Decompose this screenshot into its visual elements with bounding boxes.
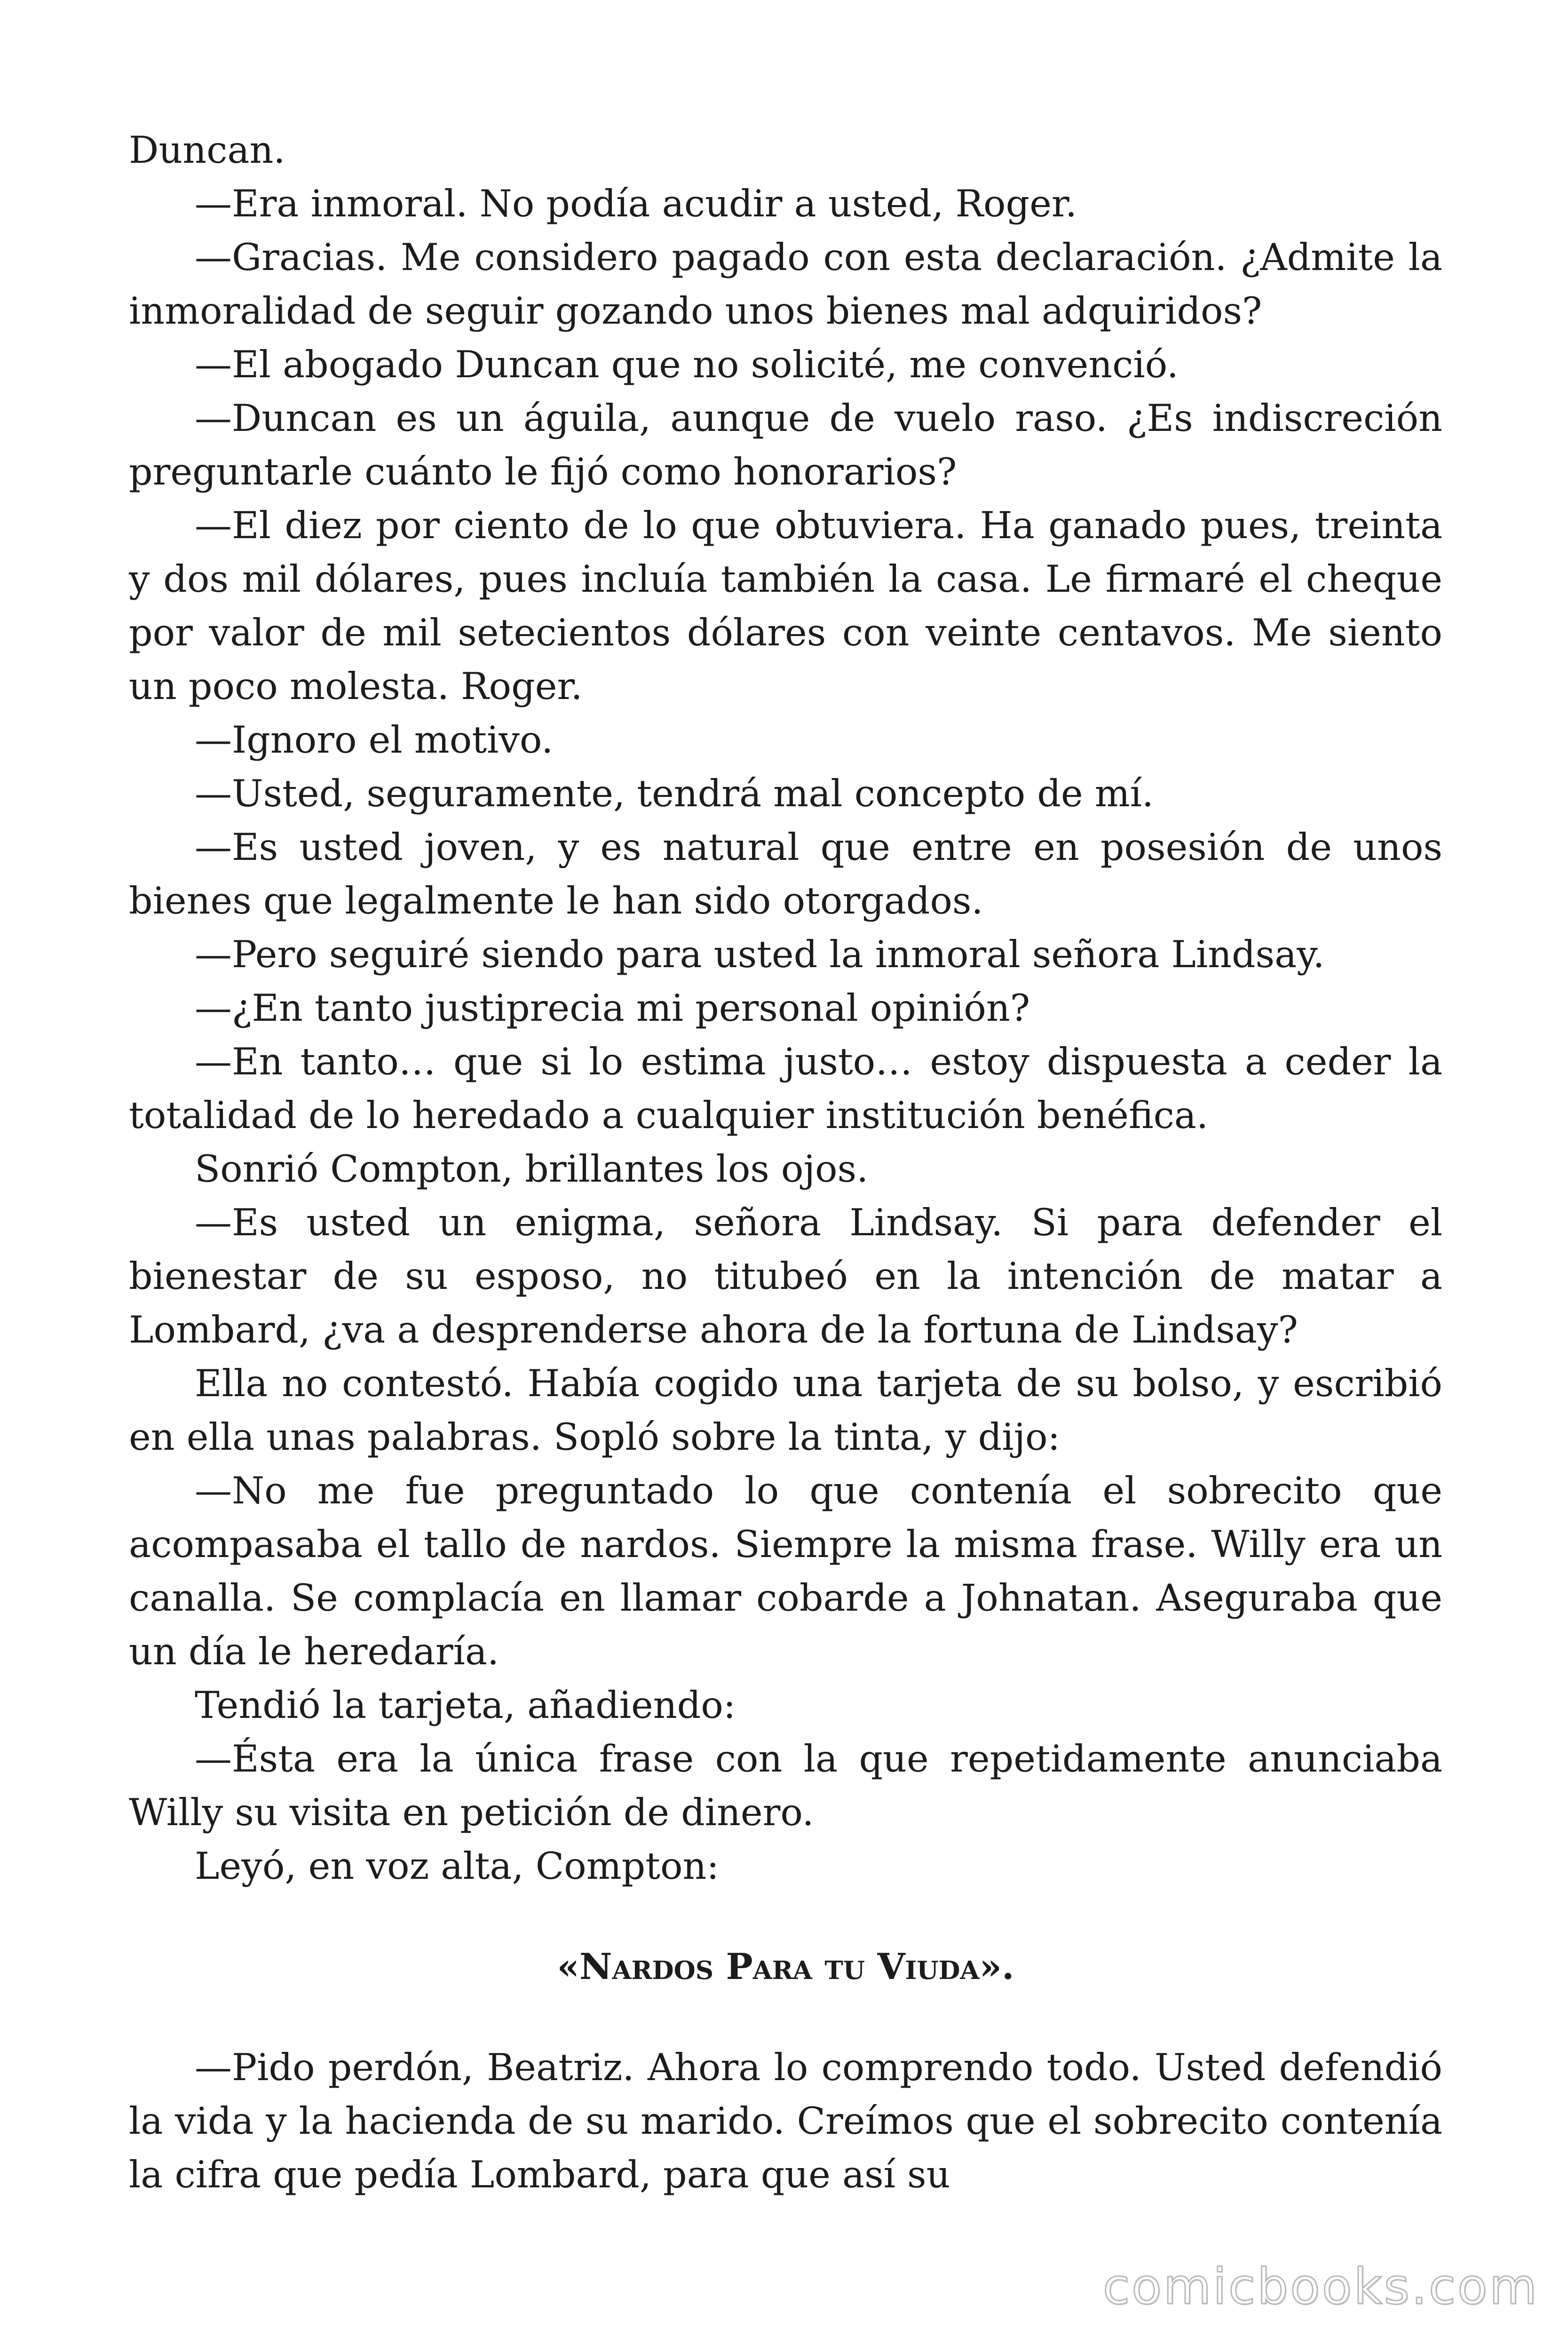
paragraph: —Ésta era la única frase con la que repetidamente anunciaba Willy su visita en petición de dinero. xyxy=(129,1737,1442,1834)
paragraph: —Usted, seguramente, tendrá mal concepto de mí. xyxy=(195,772,1154,815)
paragraph: —Era inmoral. No podía acudir a usted, Roger. xyxy=(195,182,1077,225)
paragraph: —¿En tanto justiprecia mi personal opinión? xyxy=(195,986,1030,1030)
paragraph: —El abogado Duncan que no solicité, me convenció. xyxy=(195,343,1179,386)
paragraph: —Pido perdón, Beatriz. Ahora lo comprendo todo. Usted defendió la vida y la hacienda de su marido. Creímos que el sobrecito contenía la cifra que pedía Lombard, para que así su xyxy=(129,2046,1442,2196)
paragraph: —Pero seguiré siendo para usted la inmoral señora Lindsay. xyxy=(195,933,1325,976)
watermark: comicbooks.com xyxy=(1102,2258,1539,2315)
paragraph: —No me fue preguntado lo que contenía el sobrecito que acompasaba el tallo de nardos. Siempre la misma frase. Willy era un canalla. Se complacía en llamar cobarde a Johnatan. Aseguraba que un día le heredaría. xyxy=(129,1469,1442,1673)
paragraph: Duncan. xyxy=(129,128,285,172)
paragraph: —Es usted joven, y es natural que entre en posesión de unos bienes que legalmente le han sido otorgados. xyxy=(129,826,1442,922)
paragraph: —El diez por ciento de lo que obtuviera. Ha ganado pues, treinta y dos mil dólares, pues incluía también la casa. Le firmaré el cheque por valor de mil setecientos dólares con veinte centavos. Me siento un poco molesta. Roger. xyxy=(129,504,1442,708)
paragraph: —Ignoro el motivo. xyxy=(195,718,554,762)
card-message-heading: «Nardos Para tu Viuda». xyxy=(557,1946,1014,1987)
paragraph: Leyó, en voz alta, Compton: xyxy=(195,1844,720,1888)
paragraph: —Gracias. Me considero pagado con esta declaración. ¿Admite la inmoralidad de seguir gozando unos bienes mal adquiridos? xyxy=(129,236,1442,333)
paragraph: —Es usted un enigma, señora Lindsay. Si para defender el bienestar de su esposo, no titubeó en la intención de matar a Lombard, ¿va a desprenderse ahora de la fortuna de Lindsay? xyxy=(129,1201,1442,1351)
paragraph: —En tanto… que si lo estima justo… estoy dispuesta a ceder la totalidad de lo heredado a cualquier institución benéfica. xyxy=(129,1040,1442,1137)
paragraph: Sonrió Compton, brillantes los ojos. xyxy=(195,1147,869,1191)
paragraph: —Duncan es un águila, aunque de vuelo raso. ¿Es indiscreción preguntarle cuánto le fijó como honorarios? xyxy=(129,397,1442,493)
paragraph: Tendió la tarjeta, añadiendo: xyxy=(195,1684,736,1727)
page-body-text xyxy=(129,123,1442,2201)
paragraph: Ella no contestó. Había cogido una tarjeta de su bolso, y escribió en ella unas palabras. Sopló sobre la tinta, y dijo: xyxy=(129,1362,1442,1459)
